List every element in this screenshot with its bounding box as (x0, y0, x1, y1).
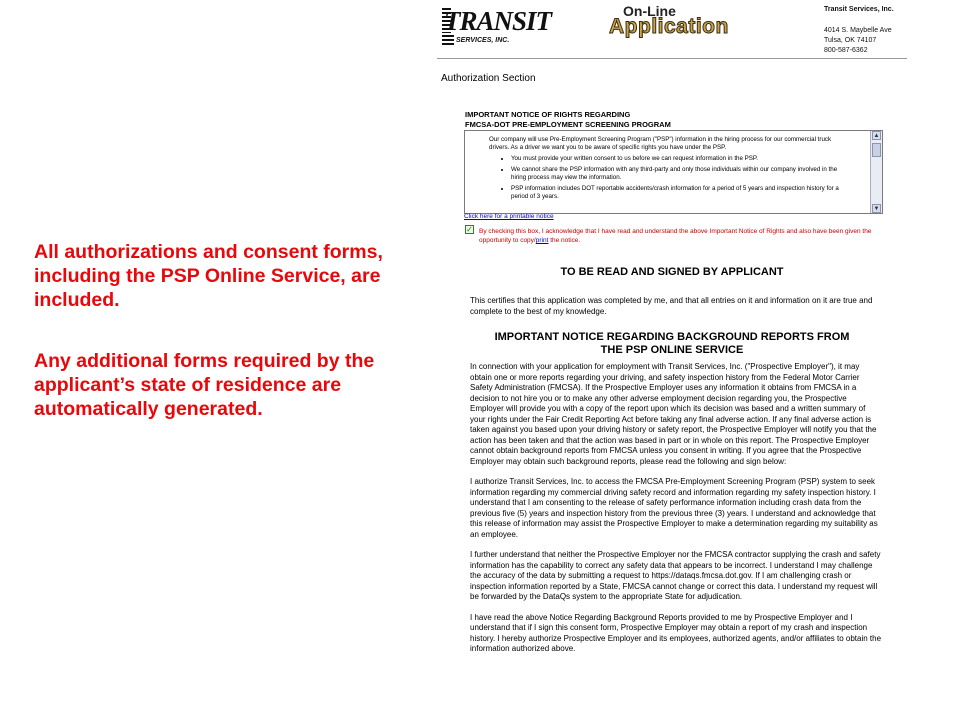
application-title: Application (609, 15, 729, 38)
company-name: Transit Services, Inc. (824, 6, 894, 13)
consent-paragraph: I authorize Transit Services, Inc. to access the FMCSA Pre-Employment Screening Program (PSP) system to seek information regarding my commercial driving safety record and information regarding my safety inspection history. I understand that I am consenting to the release of safety performance information including crash data from the previous five (5) years and inspection history from the previous three (3) years. I understand and acknowledge that this release of information may assist the Prospective Employer to make a determination regarding my suitability as an employee. (470, 477, 878, 539)
ack-text-after: the notice. (548, 237, 581, 244)
notice-bullet: • You must provide your written consent to us before we can request information in the PSP. (511, 155, 849, 163)
application-screenshot (437, 0, 907, 700)
application-header (437, 0, 907, 59)
callout-text-block (34, 240, 394, 458)
callout-state-forms: Any additional forms required by the applicant’s state of residence are automatically generated. (34, 350, 375, 420)
certification-text: This certifies that this application was completed by me, and that all entries on it and information on it are true and complete to the best of my knowledge. (470, 296, 873, 316)
company-address-line-2: Tulsa, OK 74107 (824, 37, 877, 44)
scroll-thumb[interactable] (872, 143, 881, 157)
transit-logo-icon (442, 6, 552, 46)
consent-paragraph: In connection with your application for employment with Transit Services, Inc. ("Prospective Employer"), it may obtain one or more reports regarding your driving, and safety inspection history from the Federal Motor Carrier Safety Administration (FMCSA). If the Prospective Employer uses any information it obtains from FMCSA in a decision to not hire you or to make any other adverse employment decision regarding you, the Prospective Employer will provide you with a copy of the report upon which its decision was based and a written summary of your rights under the Fair Credit Reporting Act before taking any final adverse action. If any final adverse action is taken against you based upon your driving history or safety report, the Prospective Employer will notify you that the action has been taken and that the action was based in part or in whole on this report. The Prospective Employer cannot obtain background reports from FMCSA unless you consent in writing. If you agree that the Prospective Employer may obtain such background reports, please read the following and sign below: (470, 362, 877, 466)
ack-text-before: By checking this box, I acknowledge that I have read and understand the above Important Notice of Rights and also have been given the opportunity to copy/ (479, 228, 872, 244)
signed-heading: TO BE READ AND SIGNED BY APPLICANT (560, 266, 784, 278)
company-info (824, 5, 894, 56)
notice-heading-line-1: IMPORTANT NOTICE OF RIGHTS REGARDING (465, 110, 631, 119)
notice-bullet: • PSP information includes DOT reportable accidents/crash information for a period of 5 years and inspection history for a period of 3 years. (511, 185, 849, 201)
acknowledge-checkbox[interactable]: ✓ (466, 225, 473, 234)
print-link[interactable]: print (535, 237, 549, 244)
company-address-line-1: 4014 S. Maybelle Ave (824, 27, 892, 34)
bg-heading-line-1: IMPORTANT NOTICE REGARDING BACKGROUND REPORTS FROM (494, 331, 850, 343)
scroll-down-icon[interactable]: ▼ (873, 206, 880, 212)
notice-scroll-box[interactable] (464, 130, 883, 214)
acknowledge-text (479, 227, 879, 245)
notice-scrollbar[interactable] (870, 131, 882, 213)
callout-authorizations: All authorizations and consent forms, including the PSP Online Service, are included. (34, 241, 383, 311)
scroll-up-icon[interactable]: ▲ (873, 133, 880, 139)
bg-heading-line-2: THE PSP ONLINE SERVICE (600, 344, 744, 356)
notice-bullet: • We cannot share the PSP information with any third-party and only those individuals within our company involved in the hiring process may view the information. (511, 166, 849, 182)
consent-paragraphs (470, 362, 882, 665)
online-label: On-Line (623, 3, 676, 19)
consent-paragraph: I have read the above Notice Regarding Background Reports provided to me by Prospective Employer and I understand that if I sign this consent form, Prospective Employer may obtain a report of my crash and inspection history. I hereby authorize Prospective Employer and its employees, authorized agents, and/or affiliates to obtain the information authorized above. (470, 612, 882, 653)
section-title: Authorization Section (441, 73, 536, 84)
printable-notice-link[interactable]: Click here for a printable notice (464, 213, 554, 220)
background-report-heading (457, 331, 887, 357)
logo-text: TRANSIT (444, 6, 552, 36)
notice-heading-line-2: FMCSA-DOT PRE-EMPLOYMENT SCREENING PROGRAM (465, 120, 671, 129)
notice-intro: Our company will use Pre-Employment Screening Program ("PSP") information in the hiring process for our commercial truck drivers. As a driver we want you to be aware of specific rights you have under the PSP. (489, 136, 832, 151)
notice-content (489, 136, 849, 204)
notice-bullets (489, 155, 849, 201)
company-phone: 800-587-6362 (824, 47, 868, 54)
notice-heading (465, 110, 671, 130)
logo-subtext: SERVICES, INC. (456, 37, 510, 44)
consent-paragraph: I further understand that neither the Prospective Employer nor the FMCSA contractor supplying the crash and safety information has the capability to correct any safety data that appears to be incorrect. I understand I may challenge the accuracy of the data by submitting a request to https://dataqs.fmcsa.dot.gov. If I am challenging crash or inspection information reported by a State, FMCSA cannot change or correct this data. I understand my request will be forwarded by the DataQs system to the appropriate State for adjudication. (470, 550, 881, 601)
